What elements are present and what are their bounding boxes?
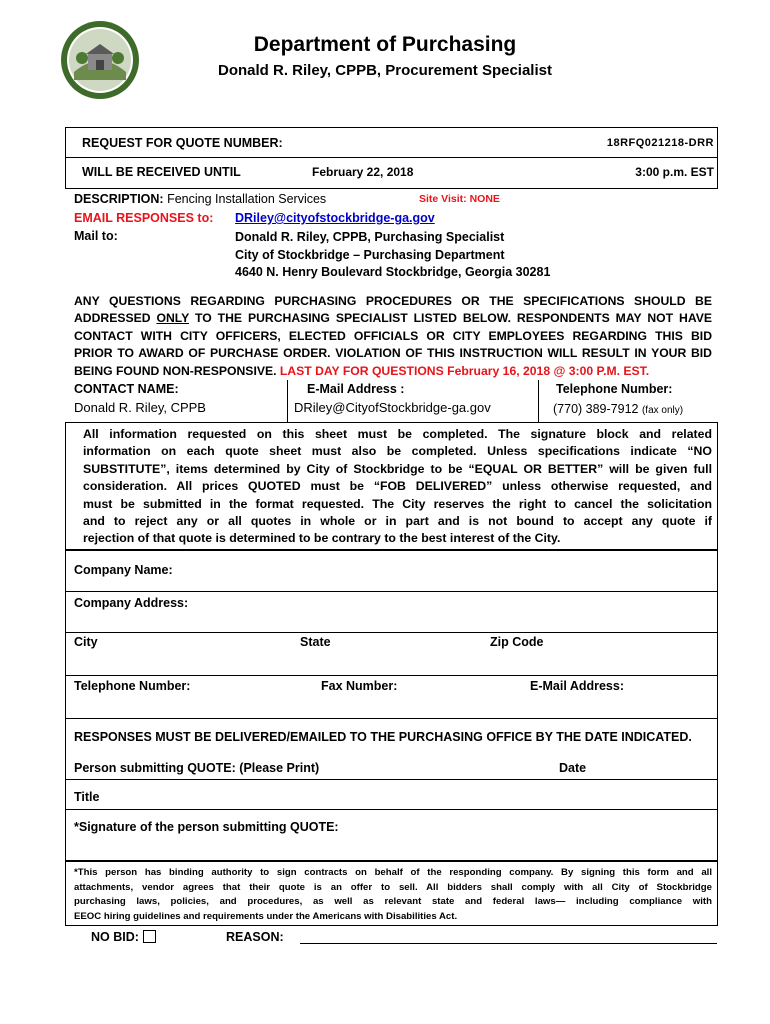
contact-name-value: Donald R. Riley, CPPB xyxy=(74,400,206,415)
no-bid-row xyxy=(91,930,156,944)
company-name-field[interactable]: Company Name: xyxy=(74,563,173,577)
questions-line: ANY QUESTIONS REGARDING PURCHASING PROCEDURES OR THE SPECIFICATIONS SHOULD BE xyxy=(74,294,712,308)
city-seal-logo xyxy=(60,20,140,100)
email-responses-label: EMAIL RESPONSES to: xyxy=(74,211,214,225)
description-value: Fencing Installation Services xyxy=(167,192,327,206)
instructions-line: must be submitted in the format requested. The City reserves the right to cancel the solicitation xyxy=(83,496,712,511)
instructions-line: and to reject any or all quotes in whole or in part and is not bound to accept any quote if xyxy=(83,514,712,529)
questions-line xyxy=(74,363,712,380)
received-date: February 22, 2018 xyxy=(312,165,414,179)
site-visit-note: Site Visit: NONE xyxy=(419,193,500,205)
page-title: Department of Purchasing xyxy=(253,33,517,56)
no-bid-checkbox[interactable] xyxy=(143,930,156,943)
questions-paragraph xyxy=(74,293,712,380)
contact-phone-note: (fax only) xyxy=(641,405,684,416)
fax-field[interactable]: Fax Number: xyxy=(321,679,398,693)
questions-line: PRIOR TO AWARD OF PURCHASE ORDER. VIOLATION OF THIS INSTRUCTION WILL RESULT IN YOUR BID xyxy=(74,346,712,361)
state-field[interactable]: State xyxy=(300,635,331,649)
footnote-paragraph xyxy=(74,866,712,924)
divider xyxy=(538,380,539,422)
only-word: ONLY xyxy=(156,311,190,326)
footnote-line: EEOC hiring guidelines and requirements under the Americans with Disabilities Act. xyxy=(74,910,458,922)
received-until-label: WILL BE RECEIVED UNTIL xyxy=(82,165,241,179)
instructions-line: rejection of that quote is determined to be contrary to the best interest of the City. xyxy=(83,531,561,546)
footnote-line: *This person has binding authority to sign contracts on behalf of the responding company. By signing this form and all xyxy=(74,867,712,878)
questions-line xyxy=(74,310,712,327)
rfq-number-label: REQUEST FOR QUOTE NUMBER: xyxy=(82,136,283,150)
zip-code-field[interactable]: Zip Code xyxy=(490,635,544,649)
addressed-word: ADDRESSED xyxy=(74,311,151,326)
instructions-line: All information requested on this sheet must be completed. The signature block and related xyxy=(83,427,712,441)
rfq-number-value: 18RFQ021218-DRR xyxy=(606,137,714,149)
divider xyxy=(65,718,718,719)
city-field[interactable]: City xyxy=(74,635,98,649)
divider xyxy=(65,779,718,780)
no-bid-label: NO BID: xyxy=(91,930,139,944)
divider xyxy=(65,591,718,592)
contact-phone xyxy=(553,402,683,416)
contact-email-label: E-Mail Address : xyxy=(307,382,405,396)
questions-deadline: LAST DAY FOR QUESTIONS February 16, 2018 @ 3:00 P.M. EST. xyxy=(279,363,650,378)
divider xyxy=(65,809,718,810)
description-row xyxy=(74,192,326,206)
reason-label: REASON: xyxy=(226,930,284,944)
non-responsive-text: BEING FOUND NON-RESPONSIVE. xyxy=(74,363,277,378)
company-address-field[interactable]: Company Address: xyxy=(74,596,189,610)
telephone-field[interactable]: Telephone Number: xyxy=(74,679,191,693)
contact-phone-value: (770) 389-7912 xyxy=(553,402,639,416)
instructions-paragraph xyxy=(83,426,712,548)
mail-address xyxy=(235,229,550,282)
questions-line-rest: TO THE PURCHASING SPECIALIST LISTED BELOW. RESPONDENTS MAY NOT HAVE xyxy=(194,311,713,326)
instructions-line: information on each quote sheet must also be completed. Unless specifications indicate “NO xyxy=(83,444,712,459)
instructions-line: SUBSTITUTE”, items determined by City of Stockbridge to be “EQUAL OR BETTER” will be given full xyxy=(83,461,712,476)
contact-email-value: DRiley@CityofStockbridge-ga.gov xyxy=(294,400,491,415)
title-field[interactable]: Title xyxy=(74,790,100,804)
description-label: DESCRIPTION: xyxy=(74,192,164,206)
questions-line: CONTACT WITH CITY OFFICERS, ELECTED OFFICIALS OR CITY EMPLOYEES REGARDING THIS BID xyxy=(74,328,712,343)
instructions-line: consideration. All prices QUOTED must be “FOB DELIVERED” unless otherwise requested, and xyxy=(83,479,712,494)
date-field[interactable]: Date xyxy=(559,761,587,775)
contact-name-label: CONTACT NAME: xyxy=(74,382,179,396)
person-submitting-field[interactable]: Person submitting QUOTE: (Please Print) xyxy=(74,761,320,775)
responses-notice: RESPONSES MUST BE DELIVERED/EMAILED TO THE PURCHASING OFFICE BY THE DATE INDICATED. xyxy=(74,730,692,744)
email-field[interactable]: E-Mail Address: xyxy=(530,679,625,693)
divider xyxy=(65,157,718,158)
mail-to-label: Mail to: xyxy=(74,229,118,243)
received-time: 3:00 p.m. EST xyxy=(635,165,714,179)
divider xyxy=(65,632,718,633)
mail-address-line: 4640 N. Henry Boulevard Stockbridge, Georgia 30281 xyxy=(235,265,551,279)
reason-input-line[interactable] xyxy=(300,943,717,944)
signature-field[interactable]: *Signature of the person submitting QUOTE: xyxy=(74,820,339,834)
mail-address-line: City of Stockbridge – Purchasing Department xyxy=(235,247,505,262)
divider xyxy=(65,675,718,676)
divider xyxy=(287,380,288,422)
mail-address-line: Donald R. Riley, CPPB, Purchasing Specialist xyxy=(235,230,505,244)
email-responses-link[interactable]: DRiley@cityofstockbridge-ga.gov xyxy=(235,211,435,225)
footnote-line: attachments, vendor agrees that their quote is an offer to sell. All bidders shall comply with all City of Stockbridge xyxy=(74,881,712,893)
page-subtitle: Donald R. Riley, CPPB, Procurement Specialist xyxy=(218,62,552,79)
contact-phone-label: Telephone Number: xyxy=(556,382,673,396)
footnote-line: purchasing laws, policies, and procedures, as well as relevant state and federal laws— including compliance with xyxy=(74,896,712,907)
